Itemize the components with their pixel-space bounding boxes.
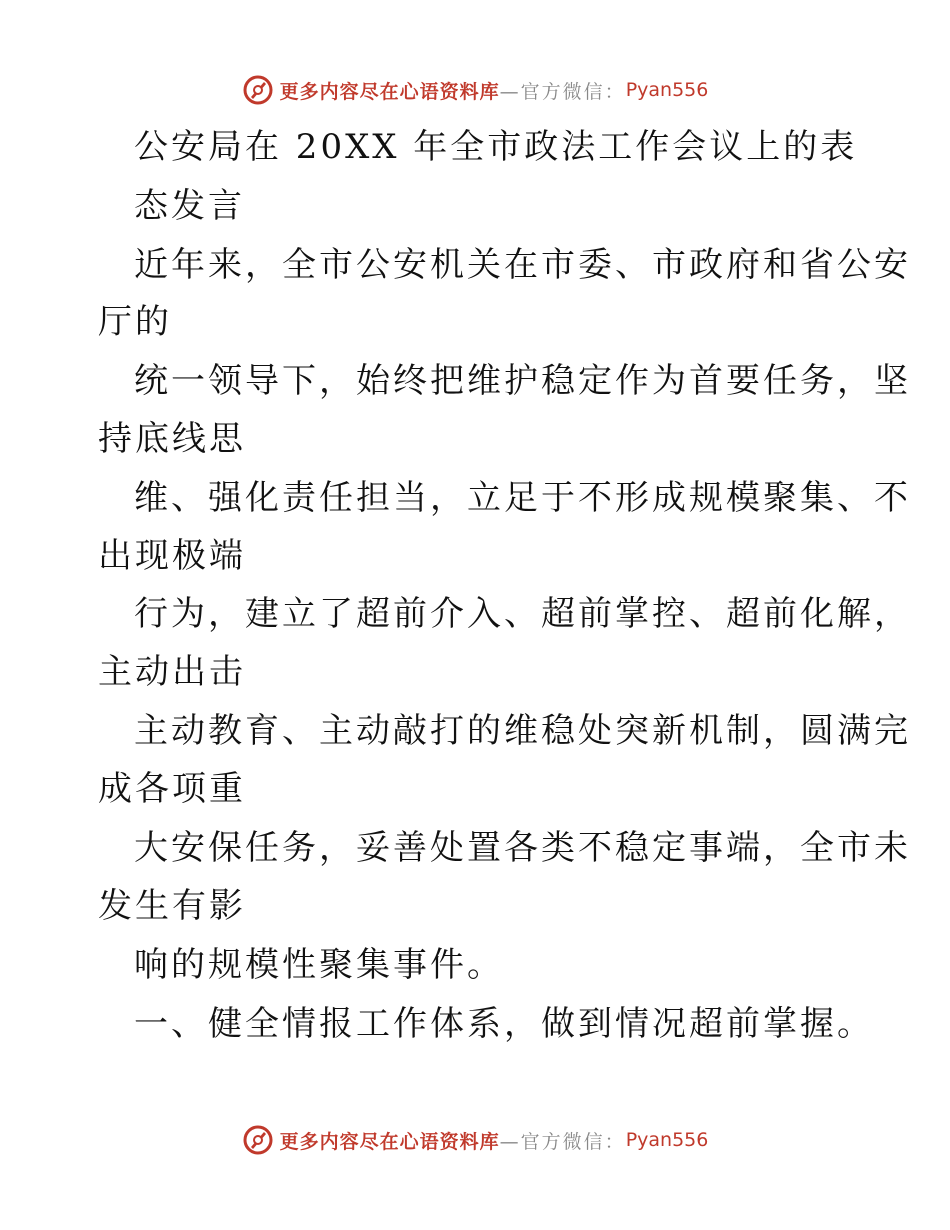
document-title-line-2: 态发言: [134, 186, 245, 226]
watermark-site-text: 更多内容尽在心语资料库: [279, 1130, 500, 1153]
paragraph-line: 行为，建立了超前介入、超前掌控、超前化解，: [134, 594, 911, 634]
paragraph-line: 主动出击: [98, 652, 246, 692]
quill-logo-icon: [242, 1124, 274, 1156]
paragraph-line: 厅的: [98, 302, 172, 342]
paragraph-line: 持底线思: [98, 419, 246, 459]
watermark-dash-text: —官方微信：: [499, 1130, 626, 1153]
watermark-dash-text: —官方微信：: [499, 80, 626, 103]
section-heading: 一、健全情报工作体系，做到情况超前掌握。: [134, 1004, 874, 1044]
watermark-wechat-id: Pyan556: [625, 1129, 709, 1151]
paragraph-line: 统一领导下，始终把维护稳定作为首要任务，坚: [134, 361, 911, 401]
watermark-banner-top: [0, 72, 950, 108]
watermark-wechat-id: Pyan556: [625, 79, 709, 101]
paragraph-line: 近年来，全市公安机关在市委、市政府和省公安: [134, 245, 911, 285]
paragraph-line: 出现极端: [98, 536, 246, 576]
paragraph-line: 大安保任务，妥善处置各类不稳定事端，全市未: [134, 828, 911, 868]
paragraph-line: 维、强化责任担当，立足于不形成规模聚集、不: [134, 478, 911, 518]
paragraph-line: 响的规模性聚集事件。: [134, 945, 504, 985]
paragraph-line: 发生有影: [98, 886, 246, 926]
quill-logo-icon: [242, 74, 274, 106]
watermark-banner-bottom: [0, 1122, 950, 1158]
paragraph-line: 成各项重: [98, 769, 246, 809]
watermark-site-text: 更多内容尽在心语资料库: [279, 80, 500, 103]
document-title-line-1: 公安局在 20XX 年全市政法工作会议上的表: [134, 127, 858, 167]
paragraph-line: 主动教育、主动敲打的维稳处突新机制，圆满完: [134, 711, 911, 751]
